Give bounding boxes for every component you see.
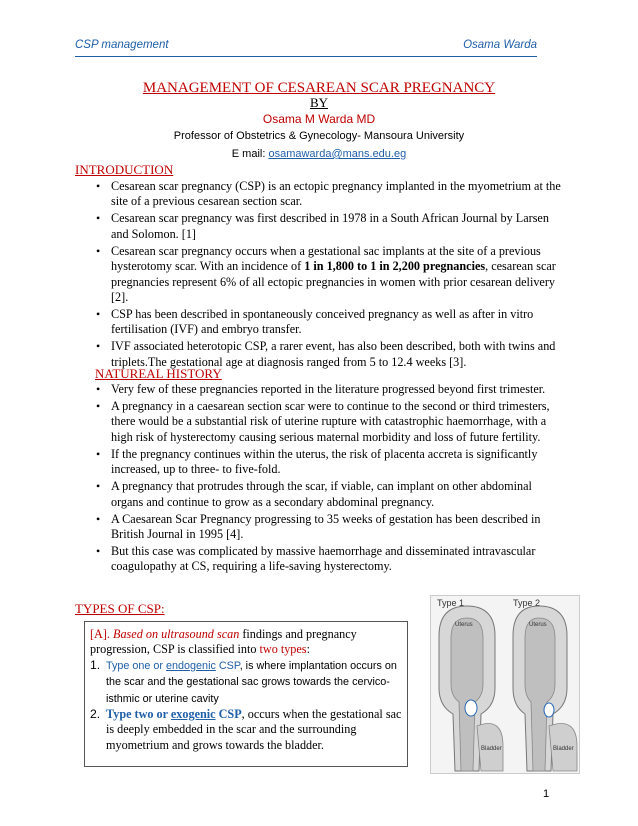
figure-label-type1: Type 1 [437, 598, 465, 608]
types-box [84, 621, 408, 767]
type-two-item: 2. Type two or exogenic CSP, occurs when the gestational sac is deeply embedded in the scar and the surrounding myometrium and grows towards the bladder. [90, 707, 402, 752]
natural-history-list [93, 382, 565, 576]
figure-bladder-label-2: Bladder [553, 746, 574, 752]
list-item: • Cesarean scar pregnancy (CSP) is an ectopic pregnancy implanted in the myometrium at the site of a previous cesarean section scar. [93, 179, 565, 210]
types-heading: TYPES OF CSP: [75, 601, 165, 616]
list-item: • CSP has been described in spontaneously conceived pregnancy as well as after in vitro fertilisation (IVF) and embryo transfer. [93, 307, 565, 338]
exogenic-term: exogenic [170, 707, 216, 722]
list-item: • Cesarean scar pregnancy was first described in 1978 in a South African Journal by Larsen and Solomon. [1] [93, 211, 565, 242]
figure-label-type2: Type 2 [513, 598, 541, 608]
type-one-item: 1. Type one or endogenic CSP, is where implantation occurs on the scar and the gestational sac grows towards the cervico-isthmic or uterine cavity [90, 657, 397, 705]
list-item: • A Caesarean Scar Pregnancy progressing to 35 weeks of gestation has been described in British Journal in 1995 [4]. [93, 512, 565, 543]
document-affiliation: Professor of Obstetrics & Gynecology- Mansoura University [173, 130, 465, 142]
header-left: CSP management [75, 39, 169, 51]
list-item: • But this case was complicated by massive haemorrhage and disseminated intravascular coagulopathy at CS, requiring a life-saving hysterectomy. [93, 544, 565, 575]
list-item: • A pregnancy in a caesarean section scar were to continue to the second or third trimesters, there would be a substantial risk of uterine rupture with catastrophic haemorrhage, with a high risk of hysterectomy causing serious maternal morbidity and loss of future fertility. [93, 399, 565, 445]
endogenic-term: endogenic [166, 659, 216, 672]
two-types: two types [259, 642, 307, 657]
header-right: Osama Warda [463, 39, 537, 51]
introduction-heading: INTRODUCTION [75, 162, 174, 177]
document-title: MANAGEMENT OF CESAREAN SCAR PREGNANCY [142, 80, 496, 96]
page-number: 1 [543, 788, 550, 800]
document-by: BY [309, 95, 329, 110]
list-item: • IVF associated heterotopic CSP, a rarer event, has also been described, both with twins and triplets.The gestational age at diagnosis ranged from 5 to 12.4 weeks [3]. [93, 339, 565, 370]
running-header [75, 38, 537, 57]
figure-uterus-label-1: Uterus [455, 622, 473, 628]
types-label: [A]. [90, 627, 110, 641]
figure-uterus-label-2: Uterus [529, 622, 547, 628]
csp-types-illustration [430, 595, 580, 774]
list-item: • Very few of these pregnancies reported in the literature progressed beyond first trimester. [93, 382, 565, 397]
list-item: • A pregnancy that protrudes through the scar, if viable, can implant on other abdominal organs and continue to grow as a secondary abdominal pregnancy. [93, 479, 565, 510]
email-label: E mail: [231, 148, 269, 160]
figure-bladder-label-1: Bladder [481, 746, 502, 752]
list-item: • If the pregnancy continues within the uterus, the risk of placenta accreta is significantly increased, up to three- to five-fold. [93, 447, 565, 478]
document-email [0, 148, 638, 160]
types-italic: Based on ultrasound scan [113, 627, 240, 641]
natural-history-heading: NATUREAL HISTORY [95, 366, 222, 381]
introduction-list [93, 179, 565, 372]
incidence-bold: 1 in 1,800 to 1 in 2,200 pregnancies [304, 259, 486, 274]
email-link[interactable]: osamawarda@mans.edu.eg [268, 148, 407, 160]
types-list [90, 658, 407, 753]
list-item: • Cesarean scar pregnancy occurs when a gestational sac implants at the site of a previous hysterotomy scar. With an incidence of 1 in 1,800 to 1 in 2,200 pregnancies, cesarean scar pregnancies represent 6% of all ectopic pregnancies in women with prior cesarean delivery [2]. [93, 244, 565, 306]
types-intro: [A]. Based on ultrasound scan findings and pregnancy progression, CSP is classified into two types: [90, 627, 357, 657]
document-author: Osama M Warda MD [262, 112, 376, 126]
